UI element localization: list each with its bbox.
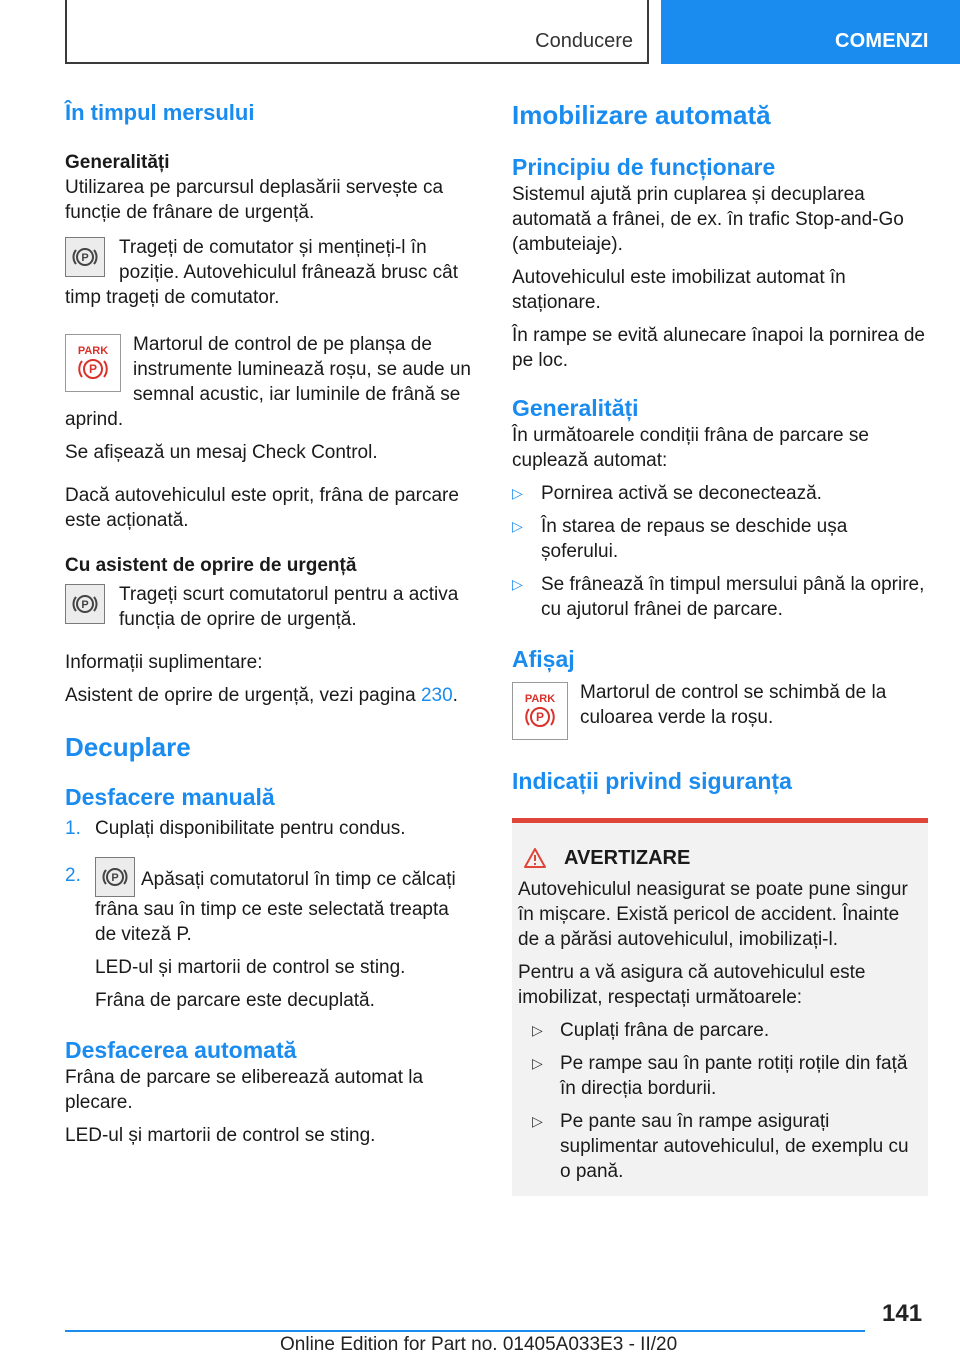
park-icon-label: PARK xyxy=(524,693,556,705)
heading-auto-hold: Imobilizare automată xyxy=(512,100,771,130)
check-control-text: Se afișează un mesaj Check Control. xyxy=(65,442,378,463)
footer-divider xyxy=(65,1330,865,1332)
list-item xyxy=(518,1109,922,1184)
list-item xyxy=(518,1018,922,1043)
list-item xyxy=(512,572,928,622)
bullet-text: Pe rampe sau în pante rotiți roțile din față în direcția bordurii. xyxy=(560,1053,908,1099)
step-number: 1. xyxy=(65,818,81,839)
park-icon-label: PARK xyxy=(77,345,109,357)
header-chapter-tab[interactable] xyxy=(661,0,960,64)
heading-while-driving: În timpul mersului xyxy=(65,100,255,125)
park-indicator-text: Martorul de control de pe planșa de instrumente luminează roșu, se aude un semnal acustic, iar luminile de frână se aprind. xyxy=(65,334,471,430)
warning-title-row xyxy=(518,845,922,871)
list-item xyxy=(512,481,928,506)
footer-edition: Online Edition for Part no. 01405A033E3 - II/20 xyxy=(280,1334,678,1355)
warning-title: AVERTIZARE xyxy=(564,847,691,869)
list-item xyxy=(512,514,928,564)
general-conditions-text: În următoarele condiții frâna de parcare se cuplează automat: xyxy=(512,425,869,471)
warning-text-2: Pentru a vă asigura că autovehiculul este imobilizat, respectați următoarele: xyxy=(518,962,866,1008)
additional-info-label: Informații suplimentare: xyxy=(65,652,263,673)
assist-paragraph xyxy=(65,582,475,632)
warning-box xyxy=(512,818,928,1196)
page-reference-link[interactable]: 230 xyxy=(420,685,453,706)
warning-triangle-icon xyxy=(524,848,546,868)
pull-switch-text: Trageți de comutator și mențineți-l în poziție. Autovehiculul frânează brusc cât timp trageți de comutator. xyxy=(65,237,459,308)
heading-manual-release: Desfacere manuală xyxy=(65,784,275,810)
bullet-text: Cuplați frâna de parcare. xyxy=(560,1020,770,1041)
immobilized-text: Autovehiculul este imobilizat automat în staționare. xyxy=(512,267,846,313)
automatic-release-text: Frâna de parcare se eliberează automat la plecare. xyxy=(65,1067,424,1113)
svg-text:P: P xyxy=(88,362,98,376)
warning-text-1: Autovehiculul neasigurat se poate pune singur în mișcare. Există pericol de accident. Înainte de a părăsi autovehiculul, imobilizați-l. xyxy=(518,879,908,950)
heading-automatic-release: Desfacerea automată xyxy=(65,1037,297,1063)
step-2-sub-led: LED-ul și martorii de control se sting. xyxy=(95,957,406,978)
display-text: Martorul de control se schimbă de la culoarea verde la roșu. xyxy=(580,682,887,728)
step-2-text: Apăsați comutatorul în timp ce călcați frâna sau în timp ce este selectată treapta de viteză P. xyxy=(95,869,456,945)
step-2-sub-released: Frâna de parcare este decuplată. xyxy=(95,990,375,1011)
park-warning-light-icon xyxy=(512,682,568,740)
heading-general-right: Generalități xyxy=(512,395,639,421)
park-warning-light-icon xyxy=(65,334,121,392)
heading-principle: Principiu de funcționare xyxy=(512,154,776,180)
general-text: Utilizarea pe parcursul deplasării servește ca funcție de frânare de urgență. xyxy=(65,177,444,223)
park-indicator-paragraph xyxy=(65,332,475,432)
svg-text:P: P xyxy=(111,872,119,884)
parking-brake-switch-icon xyxy=(65,237,105,277)
assist-text: Trageți scurt comutatorul pentru a activa funcția de oprire de urgență. xyxy=(119,584,459,630)
header-section-box xyxy=(65,0,649,64)
svg-text:P: P xyxy=(81,599,89,611)
heading-display: Afișaj xyxy=(512,646,575,672)
step-text xyxy=(95,863,475,947)
bullet-text: Pornirea activă se deconectează. xyxy=(541,483,822,504)
bullet-text: Se frânează în timpul mersului până la oprire, cu ajutorul frânei de parcare. xyxy=(541,574,925,620)
parking-brake-switch-icon xyxy=(95,857,135,897)
svg-text:P: P xyxy=(535,710,545,724)
svg-text:P: P xyxy=(81,252,89,264)
step-text: Cuplați disponibilitate pentru condus. xyxy=(95,818,406,839)
triangle-bullet-icon: ▷ xyxy=(532,1055,543,1071)
header-section-title: Conducere xyxy=(535,30,633,52)
list-item xyxy=(65,863,475,1013)
heading-safety: Indicații privind siguranța xyxy=(512,768,792,794)
bullet-text: În starea de repaus se deschide ușa șoferului. xyxy=(541,516,848,562)
manual-release-steps xyxy=(65,816,475,1013)
triangle-bullet-icon: ▷ xyxy=(512,576,523,592)
see-page-prefix: Asistent de oprire de urgență, vezi pagina xyxy=(65,685,421,706)
automatic-release-led-text: LED-ul și martorii de control se sting. xyxy=(65,1125,376,1146)
warning-list xyxy=(518,1018,922,1184)
left-column xyxy=(65,98,475,1148)
list-item xyxy=(518,1051,922,1101)
heading-emergency-assist: Cu asistent de oprire de urgență xyxy=(65,555,357,576)
parking-brake-switch-icon xyxy=(65,584,105,624)
list-item xyxy=(65,816,475,841)
conditions-list xyxy=(512,481,928,622)
vehicle-stopped-text: Dacă autovehiculul este oprit, frâna de parcare este acționată. xyxy=(65,485,459,531)
triangle-bullet-icon: ▷ xyxy=(512,518,523,534)
display-paragraph xyxy=(512,680,928,740)
heading-decoupling: Decuplare xyxy=(65,732,191,762)
ramp-text: În rampe se evită alunecare înapoi la pornirea de pe loc. xyxy=(512,325,925,371)
right-column xyxy=(512,98,928,1196)
principle-text: Sistemul ajută prin cuplarea și decuplarea automată a frânei, de ex. în trafic Stop-and-Go (ambuteiaje). xyxy=(512,184,904,255)
header-chapter-title: COMENZI xyxy=(835,30,929,52)
pull-switch-paragraph xyxy=(65,235,475,310)
triangle-bullet-icon: ▷ xyxy=(532,1022,543,1038)
see-page-suffix: . xyxy=(452,685,458,706)
bullet-text: Pe pante sau în rampe asigurați suplimentar autovehiculul, de exemplu cu o pană. xyxy=(560,1111,909,1182)
page-number: 141 xyxy=(882,1300,923,1327)
see-page-text xyxy=(65,683,475,708)
step-number: 2. xyxy=(65,865,81,886)
triangle-bullet-icon: ▷ xyxy=(532,1113,543,1129)
triangle-bullet-icon: ▷ xyxy=(512,485,523,501)
heading-general: Generalități xyxy=(65,152,170,173)
